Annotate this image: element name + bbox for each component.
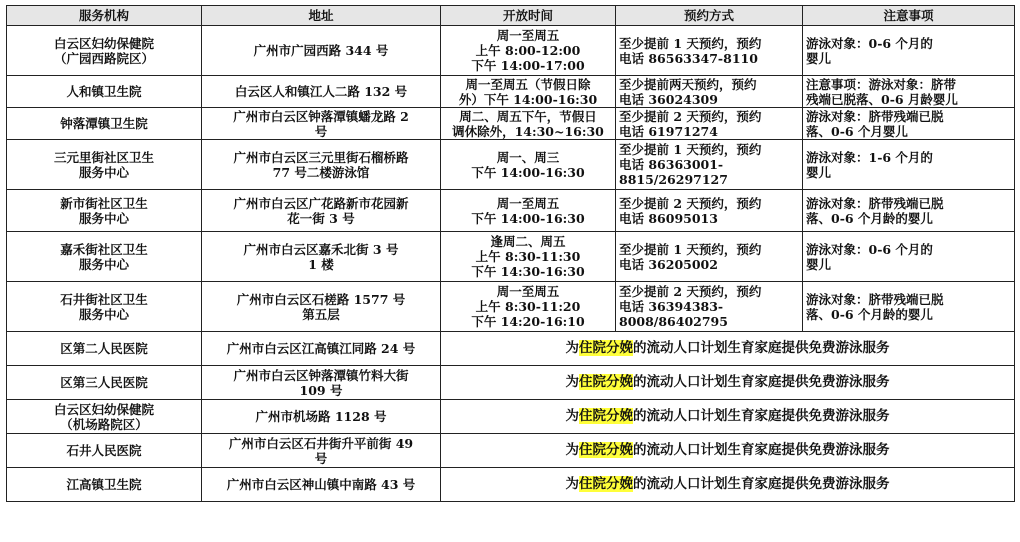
org-cell-line: 白云区妇幼保健院: [53, 35, 154, 51]
booking-cell-line: 至少提前两天预约，预约: [619, 76, 757, 92]
org-cell-line: （广园西路院区）: [53, 50, 154, 66]
booking-cell-line: 至少提前 1 天预约，预约: [619, 241, 762, 257]
notes-cell: [803, 26, 1015, 76]
hours-cell-line: 下午 14:20-16:10: [471, 314, 585, 329]
hours-cell-line: 周二、周五下午，节假日: [459, 108, 597, 124]
note-text-after: 的流动人口计划生育家庭提供免费游泳服务: [633, 408, 890, 424]
org-cell-line: 人和镇卫生院: [66, 84, 142, 99]
booking-cell-line: 8008/86402795: [619, 314, 728, 329]
notes-cell: [803, 190, 1015, 232]
booking-cell-line: 至少提前 1 天预约，预约: [619, 35, 762, 51]
notes-cell-line: 游泳对象：脐带残端已脱: [806, 195, 944, 211]
org-cell: [7, 400, 202, 434]
booking-cell-line: 8815/26297127: [619, 172, 728, 187]
notes-cell: [803, 108, 1015, 140]
booking-cell-line: 电话 86095013: [619, 210, 718, 226]
hours-cell-line: 上午 8:30-11:20: [475, 299, 581, 314]
booking-cell: [616, 26, 803, 76]
booking-cell-line: 至少提前 2 天预约，预约: [619, 195, 762, 211]
org-cell-line: 区第三人民医院: [60, 375, 148, 390]
address-cell: [202, 108, 441, 140]
address-cell: [202, 468, 441, 502]
address-cell-line: 广州市白云区嘉禾北街 3 号: [243, 241, 399, 257]
table-row: [7, 434, 1015, 468]
booking-cell: [616, 108, 803, 140]
hours-cell-line: 下午 14:30-16:30: [471, 264, 585, 279]
org-cell: [7, 140, 202, 190]
header-address: 地址: [202, 6, 441, 26]
org-cell-line: 服务中心: [78, 210, 129, 226]
hours-cell-line: 上午 8:00-12:00: [475, 43, 581, 58]
hours-cell-line: 周一至周五: [496, 195, 560, 211]
notes-cell-line: 婴儿: [806, 256, 832, 272]
org-cell-line: 服务中心: [78, 256, 129, 272]
org-cell-line: 三元里街社区卫生: [53, 149, 154, 165]
table-row: [7, 108, 1015, 140]
note-text-after: 的流动人口计划生育家庭提供免费游泳服务: [633, 442, 890, 458]
table-row: [7, 366, 1015, 400]
service-table: [6, 5, 1015, 502]
hours-cell: [441, 76, 616, 108]
org-cell-line: 新市街社区卫生: [60, 195, 148, 211]
address-cell-line: 1 楼: [308, 256, 334, 272]
note-text-before: 为: [565, 374, 579, 390]
notes-cell-line: 游泳对象：1-6 个月的: [806, 149, 933, 165]
hours-cell-line: 调休除外，14:30~16:30: [452, 123, 604, 139]
hours-cell-line: 下午 14:00-16:30: [471, 164, 585, 180]
address-cell-line: 109 号: [299, 382, 343, 398]
org-cell: [7, 366, 202, 400]
table-row: [7, 232, 1015, 282]
address-cell-line: 花一街 3 号: [287, 210, 355, 226]
org-cell: [7, 232, 202, 282]
note-highlight: 住院分娩: [579, 442, 633, 458]
note-text-before: 为: [565, 408, 579, 424]
hours-cell: [441, 232, 616, 282]
hours-cell-line: 周一至周五（节假日除: [465, 76, 591, 92]
address-cell: [202, 366, 441, 400]
note-text-before: 为: [565, 442, 579, 458]
address-cell-line: 广州市白云区钟落潭镇蟠龙路 2: [233, 108, 409, 124]
booking-cell-line: 至少提前 2 天预约，预约: [619, 284, 762, 299]
org-cell-line: 服务中心: [78, 306, 129, 322]
booking-cell-line: 电话 36205002: [619, 256, 718, 272]
note-highlight: 住院分娩: [579, 476, 633, 492]
notes-cell-line: 游泳对象：0-6 个月的: [806, 241, 933, 257]
note-highlight: 住院分娩: [579, 340, 633, 356]
notes-cell-line: 落、0-6 个月龄的婴儿: [806, 306, 933, 322]
address-cell-line: 广州市白云区石井街升平前街 49: [228, 435, 414, 451]
notes-cell-line: 游泳对象：0-6 个月的: [806, 35, 933, 51]
org-cell-line: 嘉禾街社区卫生: [60, 241, 148, 257]
table-row: [7, 468, 1015, 502]
note-highlight: 住院分娩: [579, 374, 633, 390]
hours-cell-line: 下午 14:00-17:00: [471, 58, 585, 73]
address-cell: [202, 190, 441, 232]
hours-cell: [441, 108, 616, 140]
table-row: [7, 26, 1015, 76]
notes-cell-line: 落、0-6 个月龄的婴儿: [806, 210, 933, 226]
note-highlight: 住院分娩: [579, 408, 633, 424]
org-cell-line: 钟落潭镇卫生院: [60, 116, 148, 131]
notes-cell: [803, 76, 1015, 108]
booking-cell-line: 电话 36024309: [619, 91, 718, 107]
address-cell-line: 广州市白云区石槎路 1577 号: [236, 291, 406, 307]
address-cell-line: 号: [314, 123, 328, 139]
address-cell-line: 广州市机场路 1128 号: [255, 409, 387, 424]
free-service-note: [441, 332, 1015, 366]
address-cell: [202, 282, 441, 332]
address-cell: [202, 332, 441, 366]
address-cell-line: 广州市白云区神山镇中南路 43 号: [226, 477, 416, 492]
address-cell: [202, 26, 441, 76]
booking-cell: [616, 232, 803, 282]
header-hours: 开放时间: [441, 6, 616, 26]
hours-cell-line: 下午 14:00-16:30: [471, 210, 585, 226]
notes-cell-line: 残端已脱落、0-6 月龄婴儿: [806, 91, 958, 107]
notes-cell: [803, 232, 1015, 282]
org-cell-line: 服务中心: [78, 164, 129, 180]
org-cell-line: 区第二人民医院: [60, 341, 148, 356]
booking-cell: [616, 76, 803, 108]
org-cell-line: 石井街社区卫生: [60, 291, 148, 307]
notes-cell-line: 落、0-6 个月婴儿: [806, 123, 908, 139]
hours-cell-line: 周一至周五: [496, 28, 560, 43]
hours-cell-line: 周一、周三: [496, 149, 560, 165]
notes-cell-line: 游泳对象：脐带残端已脱: [806, 108, 944, 124]
header-booking: 预约方式: [616, 6, 803, 26]
booking-cell: [616, 140, 803, 190]
header-row: [7, 6, 1015, 26]
notes-cell-line: 婴儿: [806, 50, 832, 66]
address-cell: [202, 232, 441, 282]
table-row: [7, 400, 1015, 434]
hours-cell-line: 周一至周五: [496, 284, 560, 299]
address-cell: [202, 140, 441, 190]
org-cell-line: 石井人民医院: [66, 443, 142, 458]
hours-cell: [441, 140, 616, 190]
note-text-before: 为: [565, 476, 579, 492]
free-service-note: [441, 468, 1015, 502]
org-cell: [7, 332, 202, 366]
booking-cell-line: 电话 36394383-: [619, 299, 724, 314]
booking-cell: [616, 190, 803, 232]
header-org: 服务机构: [7, 6, 202, 26]
hours-cell-line: 外）下午 14:00-16:30: [458, 91, 598, 107]
note-text-before: 为: [565, 340, 579, 356]
table-row: [7, 76, 1015, 108]
booking-cell-line: 至少提前 2 天预约，预约: [619, 108, 762, 124]
notes-cell-line: 游泳对象：脐带残端已脱: [806, 291, 944, 307]
notes-cell: [803, 140, 1015, 190]
note-text-after: 的流动人口计划生育家庭提供免费游泳服务: [633, 340, 890, 356]
booking-cell-line: 至少提前 1 天预约，预约: [619, 142, 762, 157]
org-cell: [7, 76, 202, 108]
free-service-note: [441, 366, 1015, 400]
booking-cell: [616, 282, 803, 332]
org-cell: [7, 468, 202, 502]
address-cell-line: 广州市广园西路 344 号: [253, 43, 389, 58]
free-service-note: [441, 434, 1015, 468]
notes-cell-line: 婴儿: [806, 164, 832, 180]
hours-cell-line: 逢周二、周五: [490, 234, 566, 249]
address-cell-line: 广州市白云区钟落潭镇竹料大街: [233, 367, 409, 383]
notes-cell-line: 注意事项：游泳对象：脐带: [806, 76, 957, 92]
org-cell-line: 江高镇卫生院: [66, 477, 142, 492]
hours-cell: [441, 26, 616, 76]
org-cell: [7, 190, 202, 232]
note-text-after: 的流动人口计划生育家庭提供免费游泳服务: [633, 374, 890, 390]
booking-cell-line: 电话 61971274: [619, 123, 718, 139]
hours-cell-line: 上午 8:30-11:30: [475, 249, 581, 264]
table-row: [7, 282, 1015, 332]
address-cell-line: 广州市白云区三元里街石榴桥路: [233, 149, 409, 165]
table-row: [7, 140, 1015, 190]
hours-cell: [441, 282, 616, 332]
header-notes: 注意事项: [803, 6, 1015, 26]
hours-cell: [441, 190, 616, 232]
address-cell-line: 77 号二楼游泳馆: [272, 164, 370, 180]
notes-cell: [803, 282, 1015, 332]
note-text-after: 的流动人口计划生育家庭提供免费游泳服务: [633, 476, 890, 492]
address-cell: [202, 400, 441, 434]
org-cell-line: 白云区妇幼保健院: [53, 401, 154, 417]
org-cell: [7, 26, 202, 76]
address-cell-line: 广州市白云区广花路新市花园新: [233, 195, 409, 211]
address-cell-line: 号: [314, 450, 328, 466]
address-cell-line: 白云区人和镇江人二路 132 号: [234, 84, 408, 99]
booking-cell-line: 电话 86363001-: [619, 157, 724, 172]
table-row: [7, 332, 1015, 366]
org-cell: [7, 434, 202, 468]
address-cell: [202, 434, 441, 468]
org-cell: [7, 282, 202, 332]
free-service-note: [441, 400, 1015, 434]
org-cell-line: （机场路院区）: [60, 416, 148, 432]
address-cell-line: 广州市白云区江高镇江同路 24 号: [226, 341, 416, 356]
address-cell: [202, 76, 441, 108]
org-cell: [7, 108, 202, 140]
booking-cell-line: 电话 86563347-8110: [619, 50, 758, 66]
address-cell-line: 第五层: [302, 306, 340, 322]
table-row: [7, 190, 1015, 232]
